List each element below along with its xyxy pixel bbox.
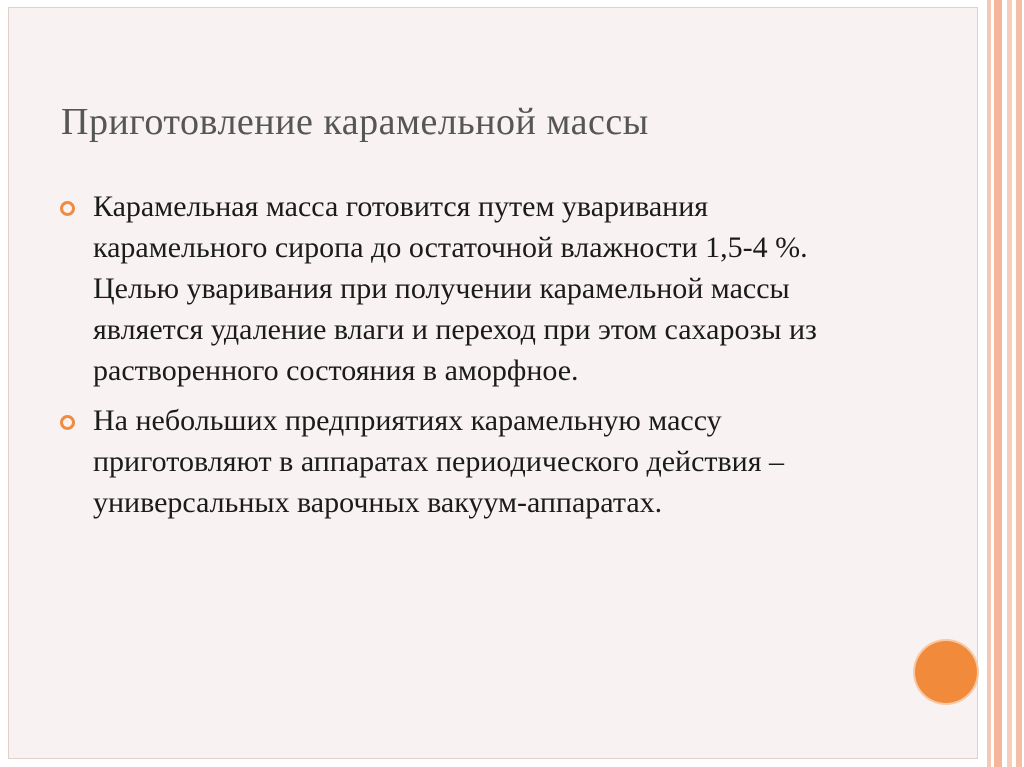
bullet-list [60, 186, 880, 532]
stripe-2 [994, 0, 1002, 767]
circle-outline-bullet-icon [60, 201, 75, 216]
decorative-stripes [978, 0, 1024, 767]
bullet-text: Карамельная масса готовится путем уваривания карамельного сиропа до остаточной влажности 1,5-4 %. Целью уваривания при получении карамельной массы является удаление влаги и переход при этом сахарозы из растворенного состояния в аморфное. [93, 190, 817, 387]
stripe-3 [1007, 0, 1012, 767]
orange-circle-icon [915, 641, 977, 703]
stripe-4 [1016, 0, 1022, 767]
circle-outline-bullet-icon [60, 415, 75, 430]
bullet-item [60, 400, 880, 523]
stripe-1 [987, 0, 991, 767]
bullet-item [60, 186, 880, 391]
bullet-text: На небольших предприятиях карамельную массу приготовляют в аппаратах периодического действия – универсальных варочных вакуум-аппаратах. [93, 404, 785, 519]
slide-title: Приготовление карамельной массы [61, 101, 649, 143]
